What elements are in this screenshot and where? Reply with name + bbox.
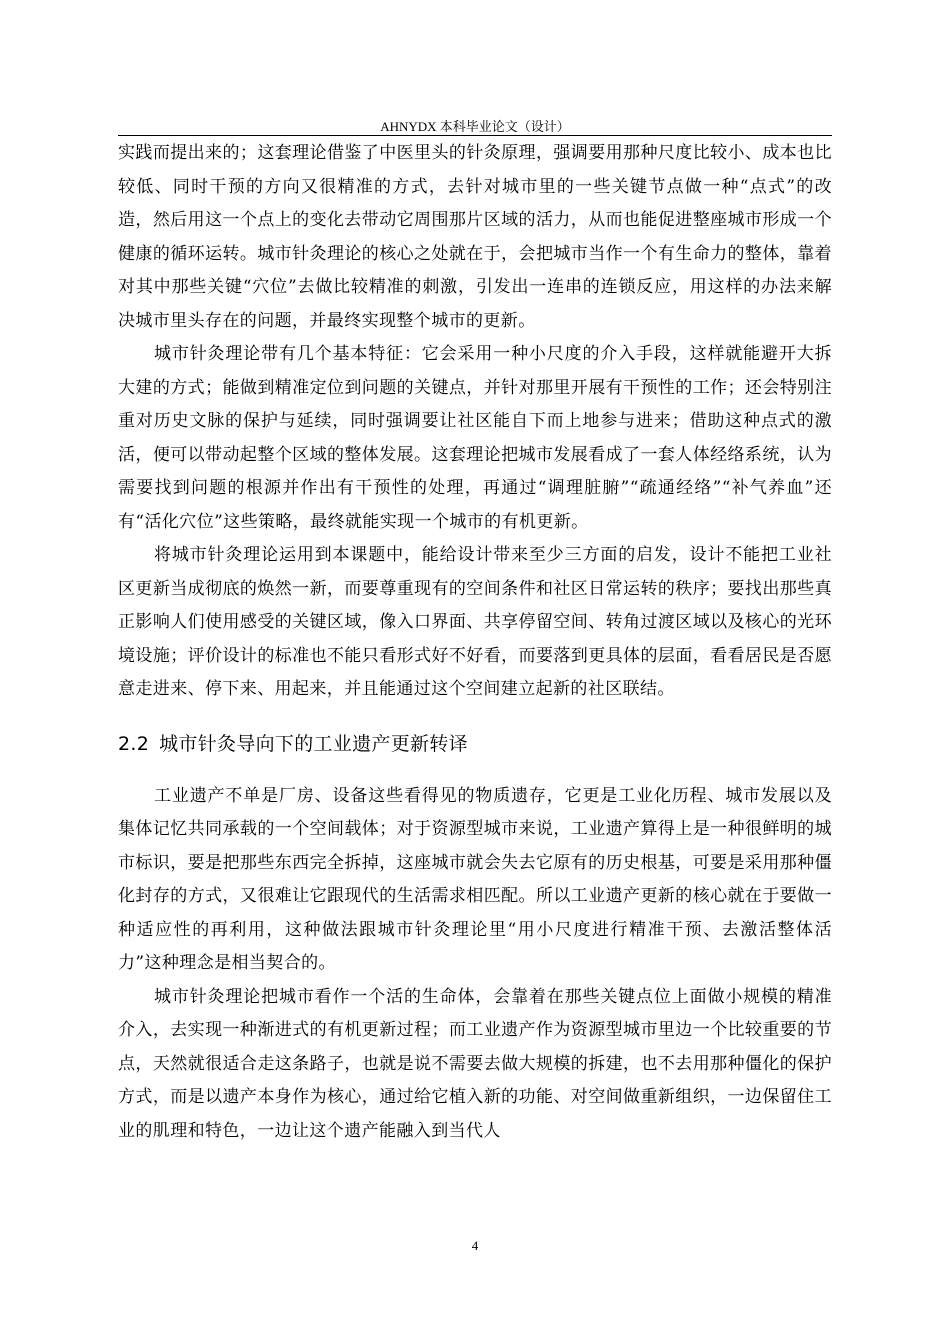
body-paragraph: 城市针灸理论把城市看作一个活的生命体，会靠着在那些关键点位上面做小规模的精准介入，去实现一种渐进式的有机更新过程；而工业遗产作为资源型城市里边一个比较重要的节点，天然就很适合走这条路子，也就是说不需要去做大规模的拆建，也不去用那种僵化的保护方式，而是以遗产本身作为核心，通过给它植入新的功能、对空间做重新组织，一边保留住工业的肌理和特色，一边让这个遗产能融入到当代人 <box>118 986 832 1141</box>
section-number: 2.2 <box>118 732 150 755</box>
section-heading <box>118 730 832 758</box>
header-rule <box>118 135 832 136</box>
body-paragraph: 城市针灸理论带有几个基本特征：它会采用一种小尺度的介入手段，这样就能避开大拆大建的方式；能做到精准定位到问题的关键点，并针对那里开展有干预性的工作；还会特别注重对历史文脉的保护与延续，同时强调要让社区能自下而上地参与进来；借助这种点式的激活，便可以带动起整个区域的整体发展。这套理论把城市发展看成了一套人体经络系统，认为需要找到问题的根源并作出有干预性的处理，再通过“调理脏腑”“疏通经络”“补气养血”还有“活化穴位”这些策略，最终就能实现一个城市的有机更新。 <box>118 344 832 532</box>
running-header: AHNYDX 本科毕业论文（设计） <box>380 119 570 134</box>
body-paragraph-continued: 实践而提出来的；这套理论借鉴了中医里头的针灸原理，强调要用那种尺度比较小、成本也比较低、同时干预的方向又很精准的方式，去针对城市里的一些关键节点做一种“点式”的改造，然后用这一个点上的变化去带动它周围那片区域的活力，从而也能促进整座城市形成一个健康的循环运转。城市针灸理论的核心之处就在于，会把城市当作一个有生命力的整体，靠着对其中那些关键“穴位”去做比较精准的刺激，引发出一连串的连锁反应，用这样的办法来解决城市里头存在的问题，并最终实现整个城市的更新。 <box>118 143 832 331</box>
body-paragraph: 将城市针灸理论运用到本课题中，能给设计带来至少三方面的启发，设计不能把工业社区更新当成彻底的焕然一新，而要尊重现有的空间条件和社区日常运转的秩序；要找出那些真正影响人们使用感受的关键区域，像入口界面、共享停留空间、转角过渡区域以及核心的光环境设施；评价设计的标准也不能只看形式好不好看，而要落到更具体的层面，看看居民是否愿意走进来、停下来、用起来，并且能通过这个空间建立起新的社区联结。 <box>118 545 832 699</box>
section-title: 城市针灸导向下的工业遗产更新转译 <box>159 732 468 755</box>
page-number: 4 <box>471 1238 479 1253</box>
body-paragraph: 工业遗产不单是厂房、设备这些看得见的物质遗存，它更是工业化历程、城市发展以及集体记忆共同承载的一个空间载体；对于资源型城市来说，工业遗产算得上是一种很鲜明的城市标识，要是把那些东西完全拆掉，这座城市就会失去它原有的历史根基，可要是采用那种僵化封存的方式，又很难让它跟现代的生活需求相匹配。所以工业遗产更新的核心就在于要做一种适应性的再利用，这种做法跟城市针灸理论里“用小尺度进行精准干预、去激活整体活力”这种理念是相当契合的。 <box>118 785 832 973</box>
page-body <box>118 137 832 1148</box>
